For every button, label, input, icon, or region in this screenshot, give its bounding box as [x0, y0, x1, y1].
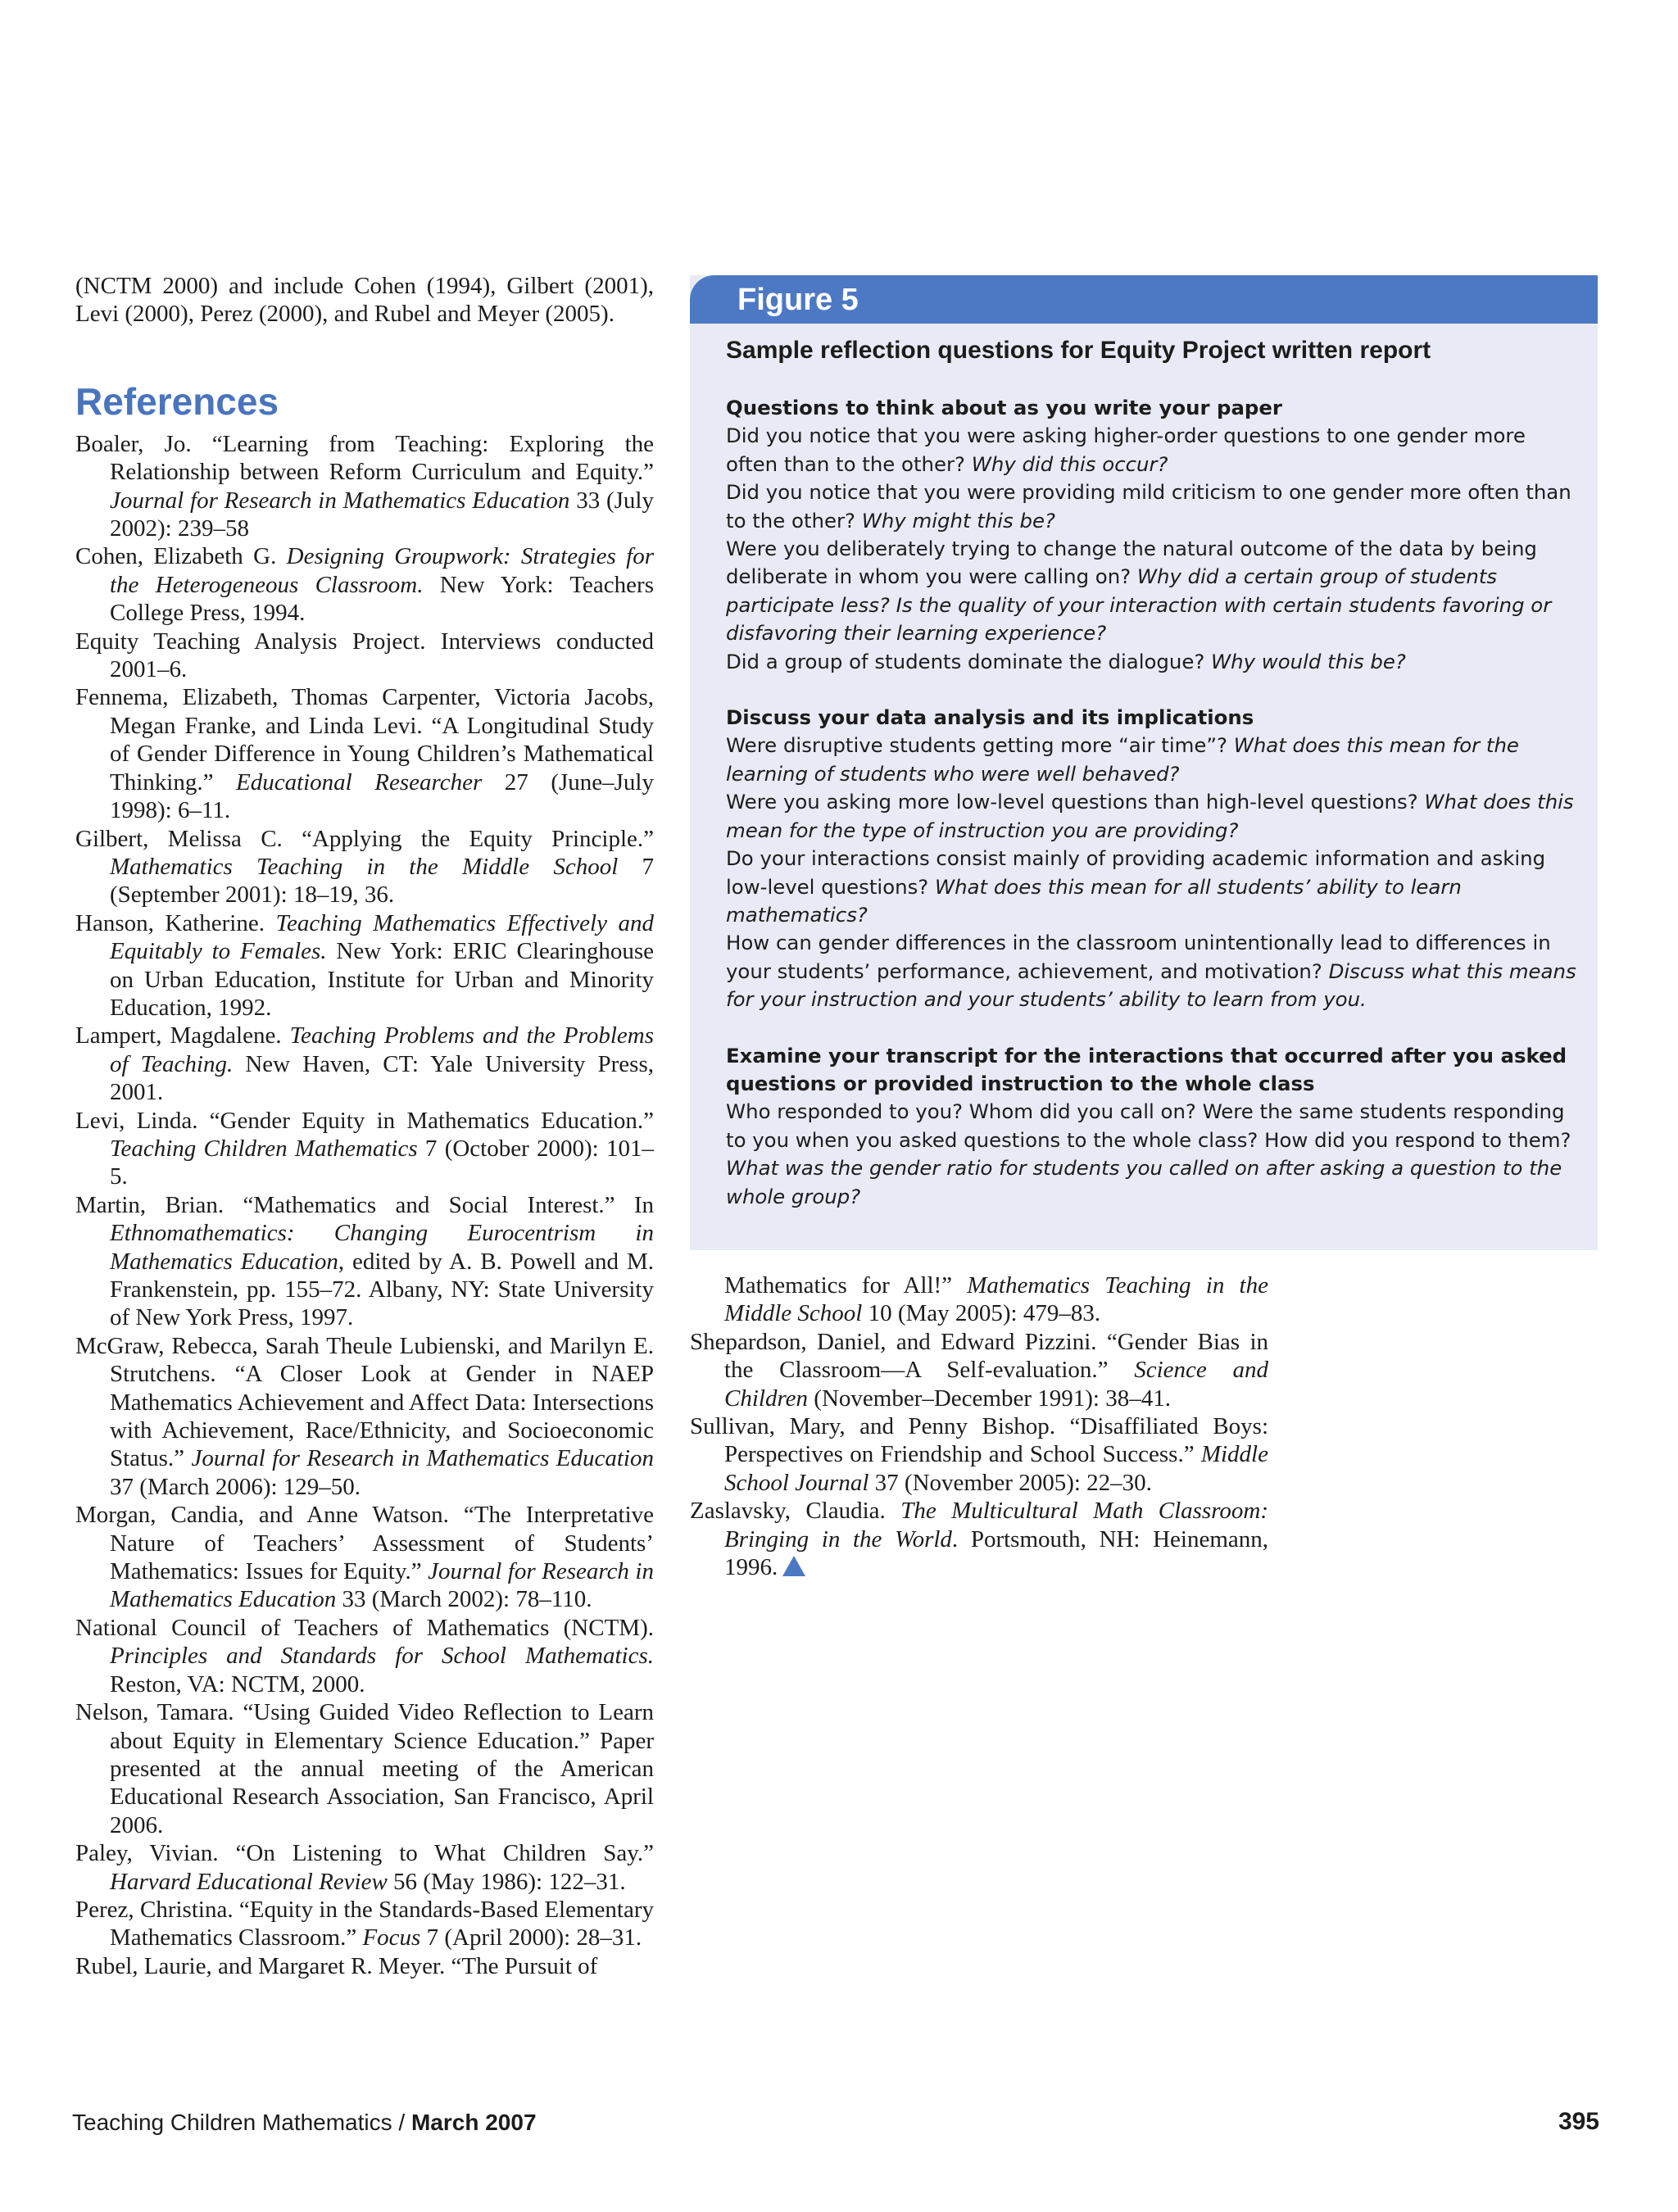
- question-prompt: What does this mean for the learning of students who were well behaved?: [726, 733, 1519, 786]
- reference-title: Journal for Research in Mathematics Education: [191, 1445, 654, 1472]
- reference-details: 7 (October 2000): 101–5.: [110, 1135, 655, 1190]
- reflection-question: [726, 1098, 1578, 1211]
- reference-title: Journal for Research in Mathematics Education: [110, 487, 570, 514]
- reference-text: McGraw, Rebecca, Sarah Theule Lubienski, and Marilyn E. Strutchens. “A Closer Look at Gender in NAEP Mathematics Achievement and Affect Data: Intersections with Achievement, Race/Ethnicity, and Socioeconomic Status.”: [75, 1332, 654, 1472]
- figure-section-heading: Questions to think about as you write your paper: [726, 396, 1282, 419]
- reference-title: Designing Groupwork: Strategies for the Heterogeneous Classroom.: [110, 543, 654, 598]
- reference-text: Boaler, Jo. “Learning from Teaching: Exploring the Relationship between Reform Curriculum and Equity.”: [75, 430, 654, 486]
- reflection-question: [726, 535, 1578, 648]
- reference-entry: [690, 1328, 1268, 1412]
- question-prompt: Why would this be?: [1211, 649, 1406, 673]
- reference-entry: [75, 1022, 654, 1106]
- reference-details: New York: ERIC Clearinghouse on Urban Education, Institute for Urban and Minority Education, 1992.: [110, 938, 655, 1021]
- reference-entry: [75, 1501, 654, 1614]
- reference-text: Shepardson, Daniel, and Edward Pizzini. “Gender Bias in the Classroom—A Self-evaluation.”: [690, 1328, 1268, 1384]
- reflection-question: [726, 929, 1578, 1013]
- question-prompt: What does this mean for all students’ ability to learn mathematics?: [726, 874, 1462, 927]
- reference-text: Mathematics for All!”: [724, 1272, 968, 1299]
- reference-details: (November–December 1991): 38–41.: [808, 1385, 1171, 1412]
- figure-tab: [690, 275, 1598, 324]
- reference-text: Fennema, Elizabeth, Thomas Carpenter, Victoria Jacobs, Megan Franke, and Linda Levi. “A Longitudinal Study of Gender Difference in Young Children’s Mathematical Thinking.”: [75, 684, 654, 796]
- reference-title: The Multicultural Math Classroom: Bringing in the World: [724, 1498, 1269, 1552]
- reference-text: Hanson, Katherine.: [75, 909, 276, 936]
- reflection-question: [726, 648, 1578, 676]
- reference-title: Mathematics Teaching in the Middle School: [724, 1272, 1268, 1327]
- reference-text: Gilbert, Melissa C. “Applying the Equity Principle.”: [75, 825, 654, 852]
- question-text: Did a group of students dominate the dialogue?: [726, 649, 1212, 673]
- reference-text: Morgan, Candia, and Anne Watson. “The Interpretative Nature of Teachers’ Assessment of Students’ Mathematics: Issues for Equity.”: [75, 1502, 654, 1585]
- figure-caption: Sample reflection questions for Equity Project written report: [726, 337, 1431, 364]
- question-text: Did you notice that you were providing mild criticism to one gender more often than to the other?: [726, 480, 1571, 533]
- reference-text: National Council of Teachers of Mathematics (NCTM).: [75, 1614, 654, 1641]
- reference-details: . Portsmouth, NH: Heinemann, 1996.: [724, 1525, 1268, 1581]
- reference-text: Martin, Brian. “Mathematics and Social Interest.” In: [75, 1191, 654, 1218]
- reflection-question: [726, 845, 1578, 929]
- reference-entry: [690, 1412, 1268, 1497]
- figure-body: [726, 334, 1578, 1239]
- reference-details: New Haven, CT: Yale University Press, 2001.: [110, 1050, 654, 1106]
- reference-entry: [75, 1896, 654, 1952]
- question-text: Who responded to you? Whom did you call on? Were the same students responding to you when you asked questions to the whole class? How did you respond to them?: [726, 1099, 1571, 1152]
- question-text: Were disruptive students getting more “air time”?: [726, 733, 1234, 758]
- figure-section-heading: Examine your transcript for the interactions that occurred after you asked questions or provided instruction to the whole class: [726, 1043, 1567, 1095]
- reference-title: Educational Researcher: [235, 768, 483, 796]
- reference-title: Teaching Mathematics Effectively and Equitably to Females.: [110, 909, 654, 965]
- reference-title: Journal for Research in Mathematics Education: [110, 1558, 654, 1613]
- reference-entry: [75, 683, 654, 824]
- reference-text: Zaslavsky, Claudia.: [690, 1498, 901, 1525]
- reference-entry: [75, 1332, 654, 1501]
- reference-text: Levi, Linda. “Gender Equity in Mathematics Education.”: [75, 1107, 654, 1134]
- question-prompt: Why did this occur?: [971, 451, 1168, 476]
- question-prompt: Why might this be?: [861, 508, 1055, 533]
- reference-details: Reston, VA: NCTM, 2000.: [110, 1670, 365, 1698]
- question-prompt: Discuss what this means for your instruction and your students’ ability to learn from you.: [726, 959, 1576, 1012]
- reflection-question: [726, 478, 1578, 535]
- figure-sections: [726, 394, 1578, 1211]
- reference-title: Middle School Journal: [724, 1441, 1268, 1496]
- question-text: Did you notice that you were asking higher-order questions to one gender more often than to the other?: [726, 424, 1526, 476]
- reference-text: Rubel, Laurie, and Margaret R. Meyer. “The Pursuit of: [75, 1952, 598, 1979]
- reference-title: Focus: [362, 1924, 421, 1951]
- reflection-question: [726, 788, 1578, 845]
- reference-text: Cohen, Elizabeth G.: [75, 543, 287, 570]
- reference-entry: [75, 1107, 654, 1191]
- reference-details: , edited by A. B. Powell and M. Frankenstein, pp. 155–72. Albany, NY: State University of New York Press, 1997.: [110, 1248, 654, 1331]
- reference-entry: [75, 430, 654, 543]
- figure-section: [726, 1042, 1578, 1211]
- end-triangle-icon: [782, 1556, 805, 1576]
- reference-title: Ethnomathematics: Changing Eurocentrism in Mathematics Education: [110, 1220, 654, 1275]
- left-column: [75, 272, 654, 1980]
- reference-entry: [75, 909, 654, 1022]
- reference-entry: [75, 825, 654, 909]
- question-text: Were you deliberately trying to change the natural outcome of the data by being deliberate in whom you were calling on?: [726, 537, 1537, 589]
- reference-text: Paley, Vivian. “On Listening to What Children Say.”: [75, 1840, 654, 1867]
- figure-section-heading: Discuss your data analysis and its implications: [726, 705, 1254, 730]
- reference-entry: [75, 628, 654, 684]
- reference-title: Teaching Children Mathematics: [110, 1135, 418, 1162]
- reference-title: Harvard Educational Review: [110, 1868, 388, 1895]
- reference-title: Teaching Problems and the Problems of Teaching.: [110, 1022, 655, 1077]
- reference-details: New York: Teachers College Press, 1994.: [110, 571, 654, 627]
- reference-text: Equity Teaching Analysis Project. Interviews conducted 2001–6.: [75, 628, 654, 683]
- reflection-question: [726, 422, 1578, 478]
- reference-entry: [75, 1952, 654, 1980]
- page-number: 395: [1558, 2108, 1599, 2135]
- reference-entry: [75, 1839, 654, 1896]
- reference-text: Perez, Christina. “Equity in the Standards-Based Elementary Mathematics Classroom.”: [75, 1896, 654, 1951]
- reference-details: 37 (November 2005): 22–30.: [868, 1469, 1152, 1496]
- reference-details: 7 (April 2000): 28–31.: [420, 1924, 642, 1951]
- reference-details: 33 (July 2002): 239–58: [110, 487, 654, 542]
- reference-entry: [690, 1271, 1268, 1328]
- reference-entry: [75, 1191, 654, 1332]
- reference-text: Lampert, Magdalene.: [75, 1022, 290, 1049]
- figure-section: [726, 394, 1578, 676]
- footer-journal: [72, 2109, 537, 2137]
- reference-title: Mathematics Teaching in the Middle School: [110, 853, 619, 880]
- question-prompt: What was the gender ratio for students you called on after asking a question to the whole group?: [726, 1156, 1562, 1208]
- reference-entry: [690, 1497, 1268, 1581]
- footer-issue: March 2007: [410, 2110, 537, 2135]
- question-prompt: Why did a certain group of students participate less? Is the quality of your interaction with certain students favoring or disfavoring their learning experience?: [726, 564, 1552, 646]
- question-text: Do your interactions consist mainly of providing academic information and asking low-level questions?: [726, 846, 1546, 899]
- question-text: Were you asking more low-level questions than high-level questions?: [726, 790, 1425, 814]
- reference-title: Science and Children: [724, 1357, 1269, 1412]
- reflection-question: [726, 732, 1578, 788]
- intro-paragraph: (NCTM 2000) and include Cohen (1994), Gilbert (2001), Levi (2000), Perez (2000), and Rubel and Meyer (2005).: [75, 273, 654, 328]
- footer-journal-name: Teaching Children Mathematics /: [72, 2110, 411, 2135]
- question-prompt: What does this mean for the type of instruction you are providing?: [726, 790, 1574, 842]
- reference-details: 27 (June–July 1998): 6–11.: [110, 768, 654, 824]
- figure-5-box: [690, 275, 1598, 1250]
- reference-details: 10 (May 2005): 479–83.: [862, 1300, 1101, 1327]
- reference-title: Principles and Standards for School Mathematics.: [110, 1643, 654, 1670]
- figure-label: Figure 5: [737, 283, 859, 317]
- reference-entry: [75, 1614, 654, 1698]
- references-list: [75, 430, 654, 1980]
- reference-details: 7 (September 2001): 18–19, 36.: [110, 853, 655, 909]
- reference-details: 56 (May 1986): 122–31.: [387, 1868, 626, 1895]
- question-text: How can gender differences in the classroom unintentionally lead to differences in your students’ performance, achievement, and motivation?: [726, 931, 1551, 983]
- reference-details: 33 (March 2002): 78–110.: [336, 1586, 592, 1613]
- reference-details: 37 (March 2006): 129–50.: [110, 1473, 361, 1500]
- reference-entry: [75, 1698, 654, 1839]
- references-list-continued: [690, 1271, 1268, 1581]
- reference-text: Sullivan, Mary, and Penny Bishop. “Disaffiliated Boys: Perspectives on Friendship and School Success.”: [690, 1413, 1268, 1468]
- reference-text: Nelson, Tamara. “Using Guided Video Reflection to Learn about Equity in Elementary Science Education.” Paper presented at the annual meeting of the American Educational Research Association, San Francisco, April 2006.: [75, 1699, 654, 1838]
- references-heading: References: [75, 379, 279, 423]
- figure-section: [726, 704, 1578, 1013]
- reference-entry: [75, 542, 654, 627]
- right-column: [690, 1271, 1268, 1581]
